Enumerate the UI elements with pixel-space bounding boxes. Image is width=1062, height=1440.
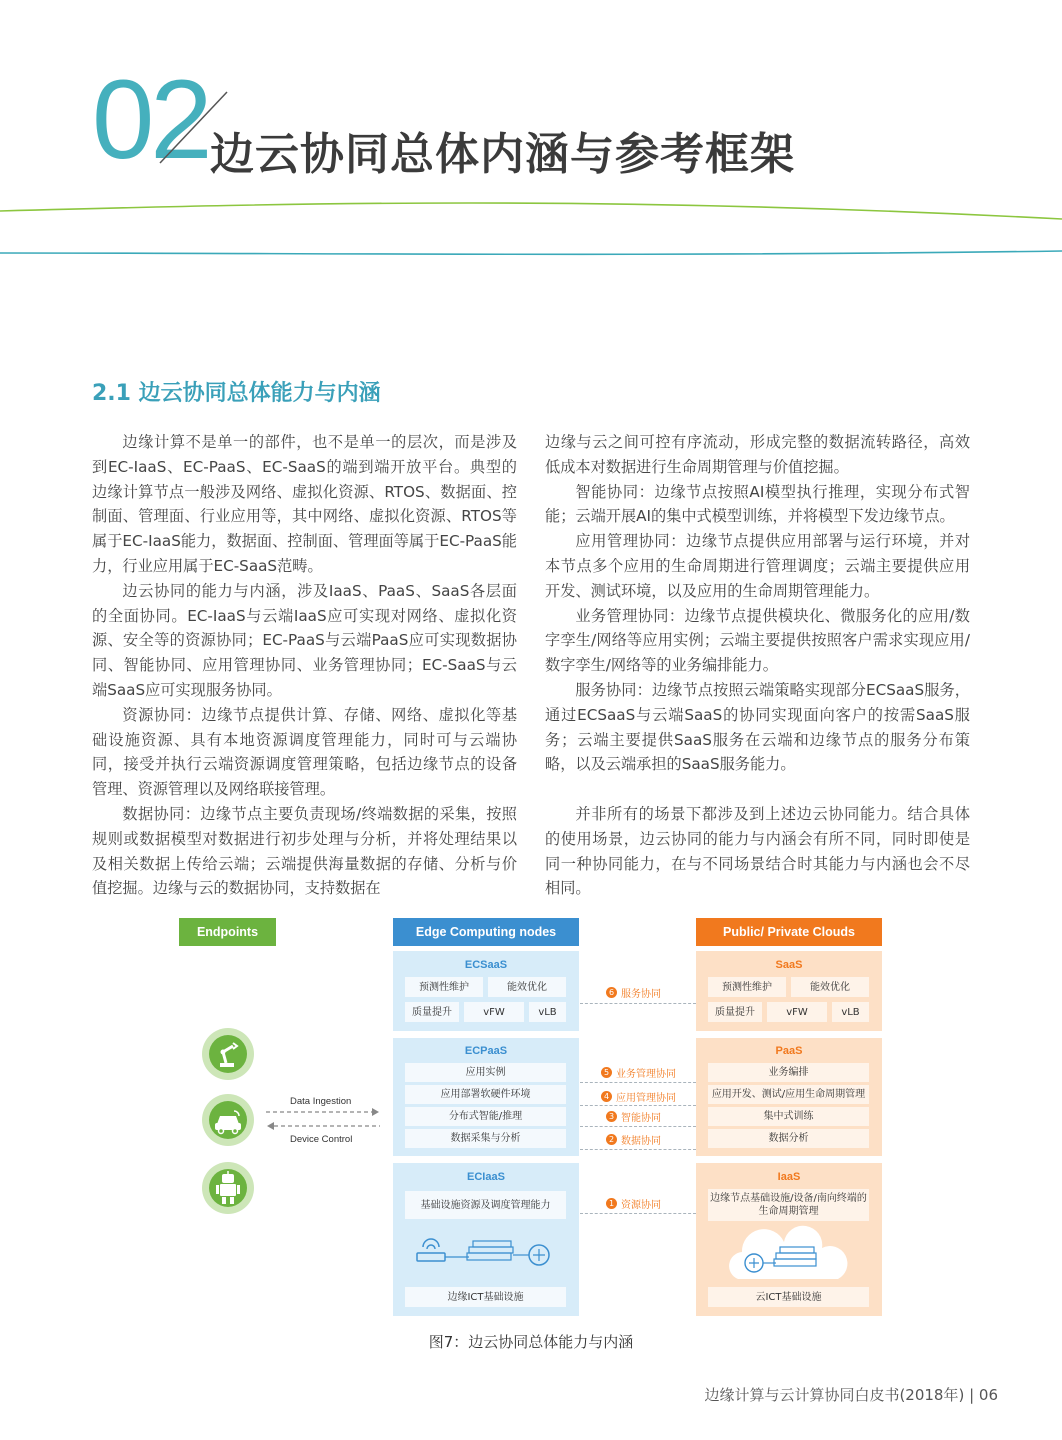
capability-cell: vLB	[832, 1002, 869, 1022]
paragraph: 业务管理协同：边缘节点提供模块化、微服务化的应用/数字孪生/网络等应用实例；云端主要提供按照客户需求实现应用/数字孪生/网络等的业务编排能力。	[545, 606, 970, 675]
synergy-connector	[580, 1213, 696, 1214]
panel-title: SaaS	[775, 959, 803, 971]
capability-cell: 云ICT基础设施	[708, 1287, 869, 1307]
figure-caption: 图7：边云协同总体能力与内涵	[428, 1333, 634, 1351]
edge-ecsaas-panel	[393, 951, 579, 1031]
paragraph: 资源协同：边缘节点提供计算、存储、网络、虚拟化等基础设施资源、具有本地资源调度管理能力，同时可与云端协同，接受并执行云端资源调度管理策略，包括边缘节点的设备管理、资源管理以及网络联接管理。	[92, 705, 517, 799]
panel-title: ECSaaS	[464, 959, 508, 971]
synergy-label-resource: 1 资源协同	[606, 1196, 661, 1211]
left-text-column	[92, 430, 517, 901]
cloud-iaas-panel	[696, 1163, 882, 1316]
cloud-paas-panel	[696, 1038, 882, 1156]
paragraph: 数据协同：边缘节点主要负责现场/终端数据的采集，按照规则或数据模型对数据进行初步处理与分析，并将处理结果以及相关数据上传给云端；云端提供海量数据的存储、分析与价值挖掘。边缘与云的数据协同，支持数据在	[92, 804, 517, 898]
capability-cell: 数据分析	[708, 1129, 869, 1148]
capability-cell: 集中式训练	[708, 1107, 869, 1126]
capability-cell: 业务编排	[708, 1063, 869, 1082]
header-wave-decoration	[0, 195, 1062, 265]
capability-cell: 数据采集与分析	[405, 1129, 566, 1148]
paragraph: 智能协同：边缘节点按照AI模型执行推理，实现分布式智能；云端开展AI的集中式模型训练，并将模型下发边缘节点。	[545, 482, 970, 526]
robot-icon	[202, 1162, 254, 1214]
edge-ecpaas-panel	[393, 1038, 579, 1156]
edge-nodes-header: Edge Computing nodes	[393, 918, 579, 946]
capability-cell: 预测性维护	[708, 977, 786, 997]
synergy-connector	[580, 1126, 696, 1127]
capability-cell: 分布式智能/推理	[405, 1107, 566, 1126]
device-control-label: Device Control	[290, 1134, 353, 1145]
capability-cell: 应用部署软硬件环境	[405, 1085, 566, 1104]
synergy-label-service: 6 服务协同	[606, 985, 661, 1000]
capability-cell: 质量提升	[708, 1002, 762, 1022]
clouds-header: Public/ Private Clouds	[696, 918, 882, 946]
section-title: 2.1 边云协同总体能力与内涵	[92, 381, 381, 406]
panel-title: IaaS	[777, 1171, 801, 1183]
chapter-title: 边云协同总体内涵与参考框架	[210, 129, 795, 180]
capability-cell: 边缘节点基础设施/设备/南向终端的生命周期管理	[708, 1189, 869, 1221]
right-text-column	[545, 430, 970, 901]
panel-title: ECIaaS	[467, 1171, 505, 1183]
capability-cell: vLB	[529, 1002, 566, 1022]
capability-cell: 质量提升	[405, 1002, 459, 1022]
synergy-connector	[580, 1149, 696, 1150]
cloud-infrastructure-icon	[720, 1225, 860, 1285]
data-ingestion-label: Data Ingestion	[290, 1096, 352, 1107]
edge-hardware-icon	[411, 1233, 561, 1273]
synergy-label-data: 2 数据协同	[606, 1132, 661, 1147]
capability-cell: 预测性维护	[405, 977, 483, 997]
paragraph: 服务协同：边缘节点按照云端策略实现部分ECSaaS服务，通过ECSaaS与云端SaaS的协同实现面向客户的按需SaaS服务；云端主要提供SaaS服务在云端和边缘节点的服务分布策略，以及云端承担的SaaS服务能力。	[545, 680, 970, 774]
cloud-saas-panel	[696, 951, 882, 1031]
edge-eciaas-panel	[393, 1163, 579, 1316]
paragraph: 并非所有的场景下都涉及到上述边云协同能力。结合具体的使用场景，边云协同的能力与内涵会有所不同，同时即使是同一种协同能力，在与不同场景结合时其能力与内涵也会不尽相同。	[545, 804, 970, 898]
synergy-label-intelligence: 3 智能协同	[606, 1109, 661, 1124]
endpoints-header: Endpoints	[179, 918, 276, 946]
paragraph: 边缘与云之间可控有序流动，形成完整的数据流转路径，高效低成本对数据进行生命周期管理与价值挖掘。	[545, 433, 970, 476]
capability-cell: 应用实例	[405, 1063, 566, 1082]
synergy-connector	[580, 1105, 696, 1106]
capability-cell: vFW	[464, 1002, 524, 1022]
capability-cell: 基础设施资源及调度管理能力	[405, 1191, 566, 1219]
synergy-label-business-mgmt: 5 业务管理协同	[601, 1065, 676, 1080]
paragraph: 边缘计算不是单一的部件，也不是单一的层次，而是涉及到EC-IaaS、EC-PaaS、EC-SaaS的端到端开放平台。典型的边缘计算节点一般涉及网络、虚拟化资源、RTOS、数据面、控制面、管理面、行业应用等，其中网络、虚拟化资源、RTOS等属于EC-IaaS能力，数据面、控制面、管理面等属于EC-PaaS能力，行业应用属于EC-SaaS范畴。	[92, 433, 517, 575]
synergy-label-app-mgmt: 4 应用管理协同	[601, 1089, 676, 1104]
chapter-number: 02	[92, 57, 209, 182]
data-flow-arrows	[264, 1104, 384, 1134]
page-footer: 边缘计算与云计算协同白皮书(2018年) | 06	[704, 1386, 998, 1404]
paragraph: 边云协同的能力与内涵，涉及IaaS、PaaS、SaaS各层面的全面协同。EC-IaaS与云端IaaS应可实现对网络、虚拟化资源、安全等的资源协同；EC-PaaS与云端PaaS应可实现数据协同、智能协同、应用管理协同、业务管理协同；EC-SaaS与云端SaaS应可实现服务协同。	[92, 581, 517, 699]
capability-cell: 边缘ICT基础设施	[405, 1287, 566, 1307]
capability-cell: 能效优化	[488, 977, 566, 997]
synergy-connector	[580, 1082, 696, 1083]
robot-arm-icon	[202, 1028, 254, 1080]
capability-cell: 应用开发、测试/应用生命周期管理	[708, 1085, 869, 1104]
panel-title: PaaS	[775, 1045, 803, 1057]
car-icon	[202, 1094, 254, 1146]
capability-cell: 能效优化	[791, 977, 869, 997]
capability-cell: vFW	[767, 1002, 827, 1022]
paragraph: 应用管理协同：边缘节点提供应用部署与运行环境，并对本节点多个应用的生命周期进行管理调度；云端主要提供应用开发、测试环境，以及应用的生命周期管理能力。	[545, 532, 970, 600]
panel-title: ECPaaS	[464, 1045, 508, 1057]
synergy-connector	[580, 1003, 696, 1004]
